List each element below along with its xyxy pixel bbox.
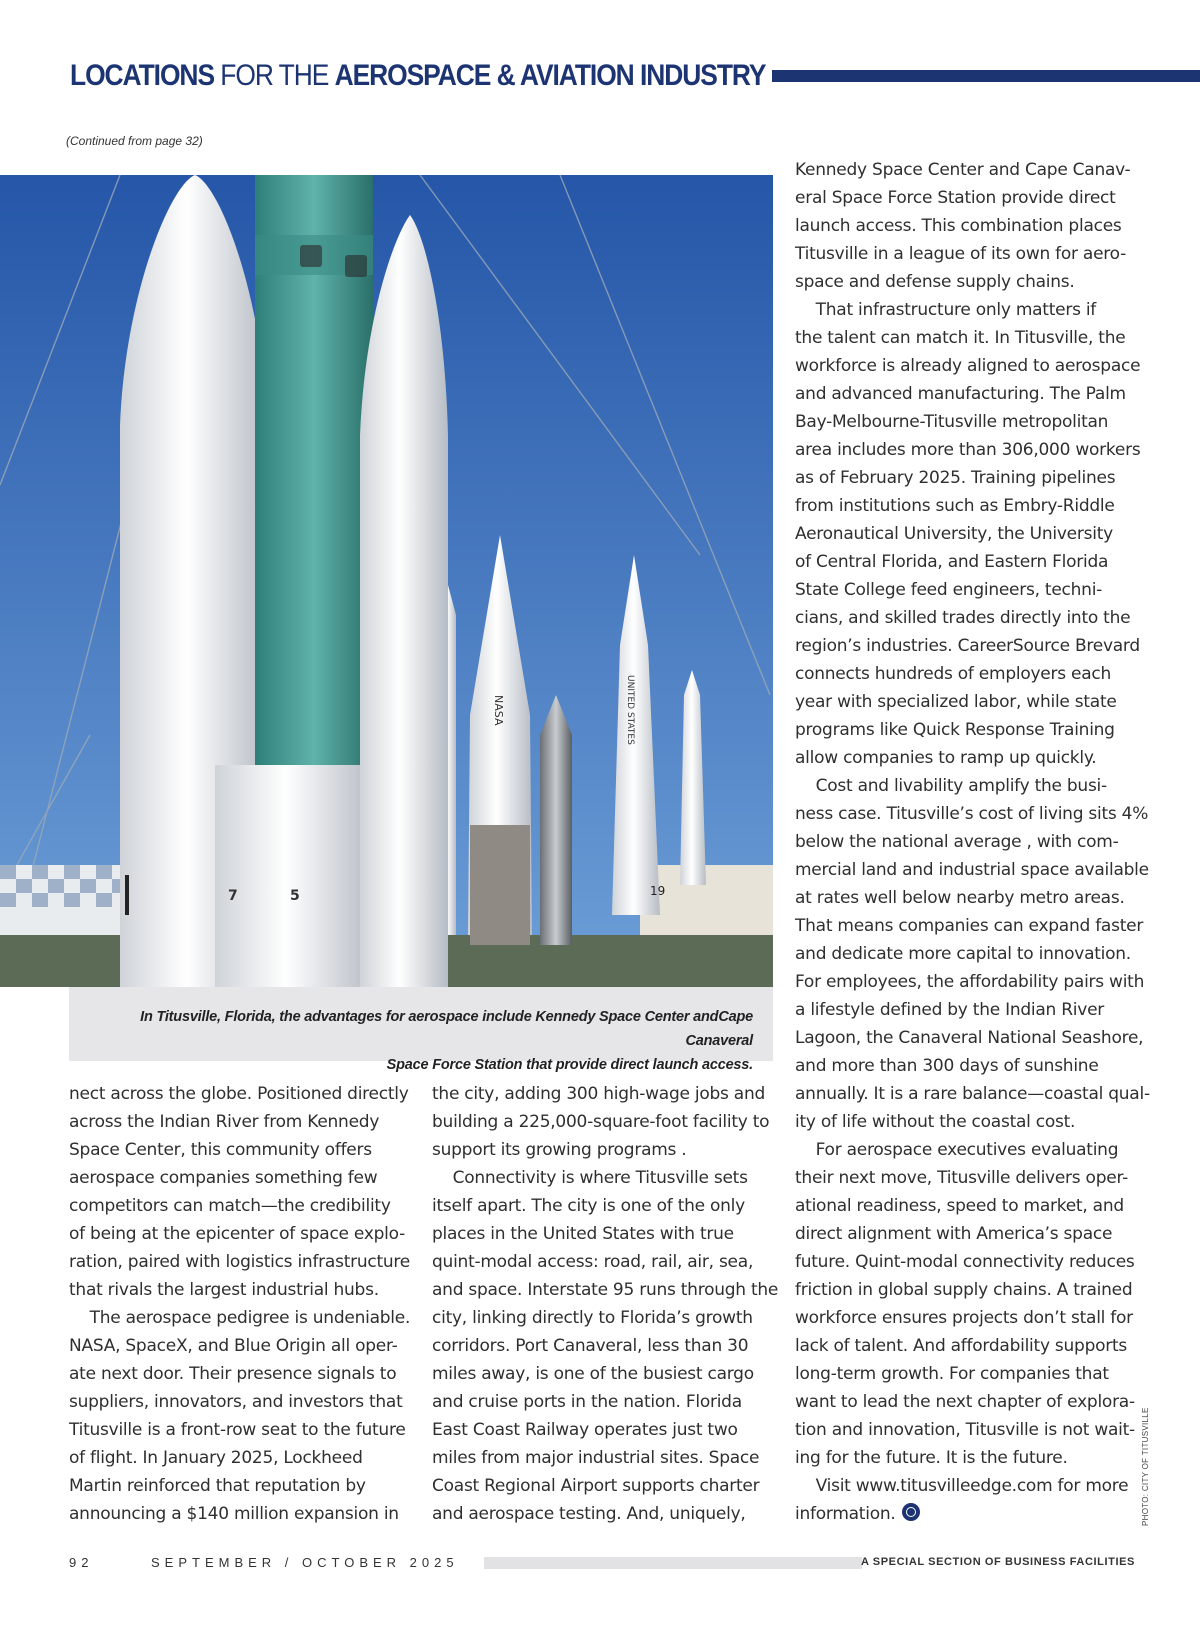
section-name: A SPECIAL SECTION OF BUSINESS FACILITIES <box>861 1556 1135 1568</box>
page-footer <box>69 1555 1135 1575</box>
final-line: information. <box>795 1500 1135 1528</box>
core-base <box>215 765 373 987</box>
end-mark-icon <box>902 1503 920 1521</box>
page-number: 92 <box>69 1555 94 1570</box>
issue-date: SEPTEMBER / OCTOBER 2025 <box>151 1555 459 1570</box>
footer-bar <box>484 1557 862 1569</box>
rocket-garden-photo <box>0 175 773 987</box>
svg-text:NASA: NASA <box>492 695 505 726</box>
body-column-3: Kennedy Space Center and Cape Canav- eral Space Force Station provide direct launch access. This combination places Titusville in a league of its own for aero- space and defense supply chains. That infrastructure only matters if the talent can match it. In Titusville, the workforce is already aligned to aerospace and advanced manufacturing. The Palm Bay-Melbourne-Titusville metropolitan area includes more than 306,000 workers as of February 2025. Training pipelines from institutions such as Embry-Riddle Aeronautical University, the University of Central Florida, and Eastern Florida State College feed engineers, techni- cians, and skilled trades directly into the region’s industries. CareerSource Brevard connects hundreds of employers each year with specialized labor, while state programs like Quick Response Training allow companies to ramp up quickly. Cost and livability amplify the busi- ness case. Titusville’s cost of living sits 4% below the national average , with com- mercial land and industrial space available at rates well below nearby metro areas. That means companies can expand faster and dedicate more capital to innovation. For employees, the affordability pairs with a lifestyle defined by the Indian River Lagoon, the Canaveral National Seashore, and more than 300 days of sunshine annually. It is a rare balance—coastal qual- ity of life without the coastal cost. For aerospace executives evaluating their next move, Titusville delivers oper- ational readiness, speed to market, and direct alignment with America’s space future. Quint-modal connectivity reduces friction in global supply chains. A trained workforce ensures projects don’t stall for lack of talent. And affordability supports long-term growth. For companies that want to lead the next chapter of explora- tion and innovation, Titusville is not wait- ing for the future. It is the future. Visit www.titusvilleedge.com for more information. <box>795 156 1135 1528</box>
right-booster <box>360 215 448 987</box>
header-rule <box>772 70 1200 82</box>
engine-cluster <box>470 825 530 945</box>
photo-caption: In Titusville, Florida, the advantages for aerospace include Kennedy Space Center andCape Canaveral Space Force Station that provide direct launch access. <box>140 1009 753 1073</box>
photo-credit: PHOTO: CITY OF TITUSVILLE <box>1141 1407 1150 1526</box>
svg-text:19: 19 <box>650 884 666 898</box>
svg-text:5: 5 <box>290 888 300 904</box>
svg-text:UNITED STATES: UNITED STATES <box>625 675 635 745</box>
svg-text:7: 7 <box>228 888 238 904</box>
body-column-2: the city, adding 300 high-wage jobs and building a 225,000-square-foot facility to support its growing programs . Connectivity is where Titusville sets itself apart. The city is one of the only places in the United States with true quint-modal access: road, rail, air, sea, and space. Interstate 95 runs through the city, linking directly to Florida’s growth corridors. Port Canaveral, less than 30 miles away, is one of the busiest cargo and cruise ports in the nation. Florida East Coast Railway operates just two miles from major industrial sites. Space Coast Regional Airport supports charter and aerospace testing. And, uniquely, <box>432 1084 779 1524</box>
body-column-1: nect across the globe. Positioned directly across the Indian River from Kennedy Space Center, this community offers aerospace companies something few competitors can match—the credibility of being at the epicenter of space explo- ration, paired with logistics infrastructure that rivals the largest industrial hubs. The aerospace pedigree is undeniable. NASA, SpaceX, and Blue Origin all oper- ate next door. Their presence signals to suppliers, innovators, and investors that Titusville is a front-row seat to the future of flight. In January 2025, Lockheed Martin reinforced that reputation by announcing a $140 million expansion in <box>69 1084 411 1524</box>
continued-note: (Continued from page 32) <box>66 134 203 148</box>
photo-caption-box <box>69 987 773 1073</box>
right-building <box>640 865 773 945</box>
header-title: LOCATIONS FOR THE AEROSPACE & AVIATION INDUSTRY <box>70 59 766 92</box>
photo-illustration <box>0 175 773 987</box>
